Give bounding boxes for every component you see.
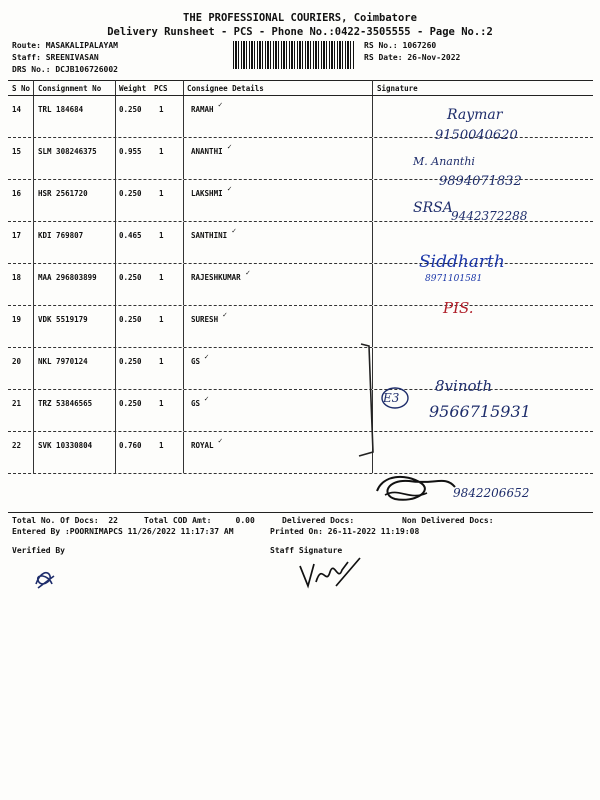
row17-signature-phone: 8971101581 xyxy=(425,274,483,284)
col-divider xyxy=(33,432,34,473)
staff-label: Staff: SREENIVASAN xyxy=(12,53,99,62)
col-divider xyxy=(183,180,184,221)
total-docs: Total No. Of Docs: 22 xyxy=(12,516,118,525)
row17-signature-name: Siddharth xyxy=(419,252,505,272)
col-divider xyxy=(33,390,34,431)
cell-pcs: 1 xyxy=(159,315,164,324)
col-divider xyxy=(183,390,184,431)
route-label: Route: MASAKALIPALAYAM xyxy=(12,41,118,50)
col-divider xyxy=(372,222,373,263)
cell-sno: 19 xyxy=(12,315,22,324)
row14-signature-phone: 9150040620 xyxy=(435,128,518,143)
column-header-pcs: PCS xyxy=(154,84,168,93)
row20-signature-mark: E3 xyxy=(383,391,400,405)
staff-signature-mark xyxy=(296,552,366,594)
drs-number: DRS No.: DCJB106726002 xyxy=(12,65,118,74)
col-divider xyxy=(33,138,34,179)
check-mark-icon: ✓ xyxy=(227,184,232,193)
cell-consignment: SLM 308246375 xyxy=(38,147,97,156)
col-divider xyxy=(115,264,116,305)
cell-weight: 0.250 xyxy=(119,399,142,408)
cell-consignee: GS xyxy=(191,399,201,408)
cell-weight: 0.250 xyxy=(119,273,142,282)
row22-signature-phone: 9842206652 xyxy=(453,486,530,500)
verified-by-label: Verified By xyxy=(12,546,65,555)
cell-pcs: 1 xyxy=(159,105,164,114)
col-divider xyxy=(115,432,116,473)
col-divider xyxy=(183,432,184,473)
cell-pcs: 1 xyxy=(159,357,164,366)
cell-consignment: NKL 7970124 xyxy=(38,357,88,366)
company-title: THE PROFESSIONAL COURIERS, Coimbatore xyxy=(183,12,417,24)
footer-rule xyxy=(8,512,593,513)
col-divider xyxy=(33,96,34,137)
runsheet-subtitle: Delivery Runsheet - PCS - Phone No.:0422-3505555 - Page No.:2 xyxy=(107,26,493,38)
cell-consignee: LAKSHMI xyxy=(191,189,223,198)
col-divider xyxy=(372,80,373,95)
row16-signature-name: SRSA xyxy=(413,200,453,216)
column-header-consignee: Consignee Details xyxy=(187,84,264,93)
col-divider xyxy=(372,264,373,305)
column-header-weight: Weight xyxy=(119,84,147,93)
cell-pcs: 1 xyxy=(159,441,164,450)
cell-consignment: KDI 769807 xyxy=(38,231,84,240)
col-divider xyxy=(115,80,116,95)
cell-consignee: ROYAL xyxy=(191,441,214,450)
col-divider xyxy=(115,306,116,347)
column-header-consignment: Consignment No xyxy=(38,84,102,93)
col-divider xyxy=(183,306,184,347)
row14-signature-name: Raymar xyxy=(447,107,503,123)
check-mark-icon: ✓ xyxy=(231,226,237,235)
handwritten-signatures xyxy=(375,95,595,515)
cell-consignee: GS xyxy=(191,357,201,366)
column-header-sno: S No xyxy=(12,84,31,93)
verifier-initials xyxy=(32,566,58,592)
col-divider xyxy=(183,96,184,137)
entered-by: Entered By :POORNIMAPCS 11/26/2022 11:17:37 AM xyxy=(12,527,234,536)
barcode xyxy=(233,41,355,69)
col-divider xyxy=(183,80,184,95)
col-divider xyxy=(115,390,116,431)
col-divider xyxy=(115,180,116,221)
col-divider xyxy=(33,348,34,389)
cell-sno: 16 xyxy=(12,189,22,198)
col-divider xyxy=(183,264,184,305)
cell-pcs: 1 xyxy=(159,147,164,156)
cell-sno: 22 xyxy=(12,441,22,450)
row16-signature-phone: 9442372288 xyxy=(451,209,528,223)
col-divider xyxy=(372,180,373,221)
col-divider xyxy=(183,348,184,389)
cell-pcs: 1 xyxy=(159,273,164,282)
rs-date: RS Date: 26-Nov-2022 xyxy=(364,53,461,62)
row20-signature-phone: 9566715931 xyxy=(429,402,531,421)
cell-consignment: MAA 296803899 xyxy=(38,273,97,282)
cell-consignee: ANANTHI xyxy=(191,147,223,156)
cell-consignment: SVK 10330804 xyxy=(38,441,93,450)
cell-consignee: SANTHINI xyxy=(191,231,228,240)
col-divider xyxy=(372,138,373,179)
col-divider xyxy=(183,222,184,263)
cell-sno: 21 xyxy=(12,399,22,408)
col-divider xyxy=(372,96,373,137)
cell-consignment: VDK 5519179 xyxy=(38,315,88,324)
cell-weight: 0.250 xyxy=(119,105,142,114)
col-divider xyxy=(33,180,34,221)
cell-sno: 17 xyxy=(12,231,22,240)
total-cod-amount: Total COD Amt: 0.00 xyxy=(144,516,255,525)
col-divider xyxy=(115,222,116,263)
cell-pcs: 1 xyxy=(159,231,164,240)
cell-weight: 0.250 xyxy=(119,357,142,366)
cell-consignment: HSR 2561720 xyxy=(38,189,88,198)
cell-consignment: TRL 184684 xyxy=(38,105,84,114)
col-divider xyxy=(115,138,116,179)
cell-consignment: TRZ 53846565 xyxy=(38,399,93,408)
row20-signature-name: 8vinoth xyxy=(435,377,493,395)
column-header-signature: Signature xyxy=(377,84,418,93)
check-mark-icon: ✓ xyxy=(204,352,209,361)
cell-consignee: RAJESHKUMAR xyxy=(191,273,241,282)
printed-on: Printed On: 26-11-2022 11:19:08 xyxy=(270,527,420,536)
cell-sno: 18 xyxy=(12,273,22,282)
check-mark-icon: ✓ xyxy=(218,100,223,109)
cell-weight: 0.465 xyxy=(119,231,142,240)
check-mark-icon: ✓ xyxy=(227,142,232,151)
cell-consignee: RAMAH xyxy=(191,105,214,114)
cell-sno: 15 xyxy=(12,147,22,156)
row18-signature: PIS. xyxy=(443,299,474,317)
cell-sno: 14 xyxy=(12,105,22,114)
cell-weight: 0.955 xyxy=(119,147,142,156)
cell-weight: 0.250 xyxy=(119,315,142,324)
cell-weight: 0.760 xyxy=(119,441,142,450)
cell-pcs: 1 xyxy=(159,399,164,408)
col-divider xyxy=(33,80,34,95)
col-divider xyxy=(115,348,116,389)
col-divider xyxy=(33,264,34,305)
col-divider xyxy=(115,96,116,137)
delivered-docs: Delivered Docs: xyxy=(282,516,355,525)
row15-signature-phone: 9894071832 xyxy=(439,174,522,189)
rs-number: RS No.: 1067260 xyxy=(364,41,437,50)
check-mark-icon: ✓ xyxy=(245,268,251,277)
col-divider xyxy=(33,306,34,347)
cell-sno: 20 xyxy=(12,357,22,366)
col-divider xyxy=(33,222,34,263)
check-mark-icon: ✓ xyxy=(204,394,209,403)
non-delivered-docs: Non Delivered Docs: xyxy=(402,516,494,525)
check-mark-icon: ✓ xyxy=(218,436,223,445)
cell-pcs: 1 xyxy=(159,189,164,198)
cell-consignee: SURESH xyxy=(191,315,219,324)
row15-signature-name: M. Ananthi xyxy=(413,155,475,168)
cell-weight: 0.250 xyxy=(119,189,142,198)
col-divider xyxy=(183,138,184,179)
staff-signature-label: Staff Signature xyxy=(270,546,343,555)
check-mark-icon: ✓ xyxy=(222,310,228,319)
table-top-rule xyxy=(8,80,593,81)
